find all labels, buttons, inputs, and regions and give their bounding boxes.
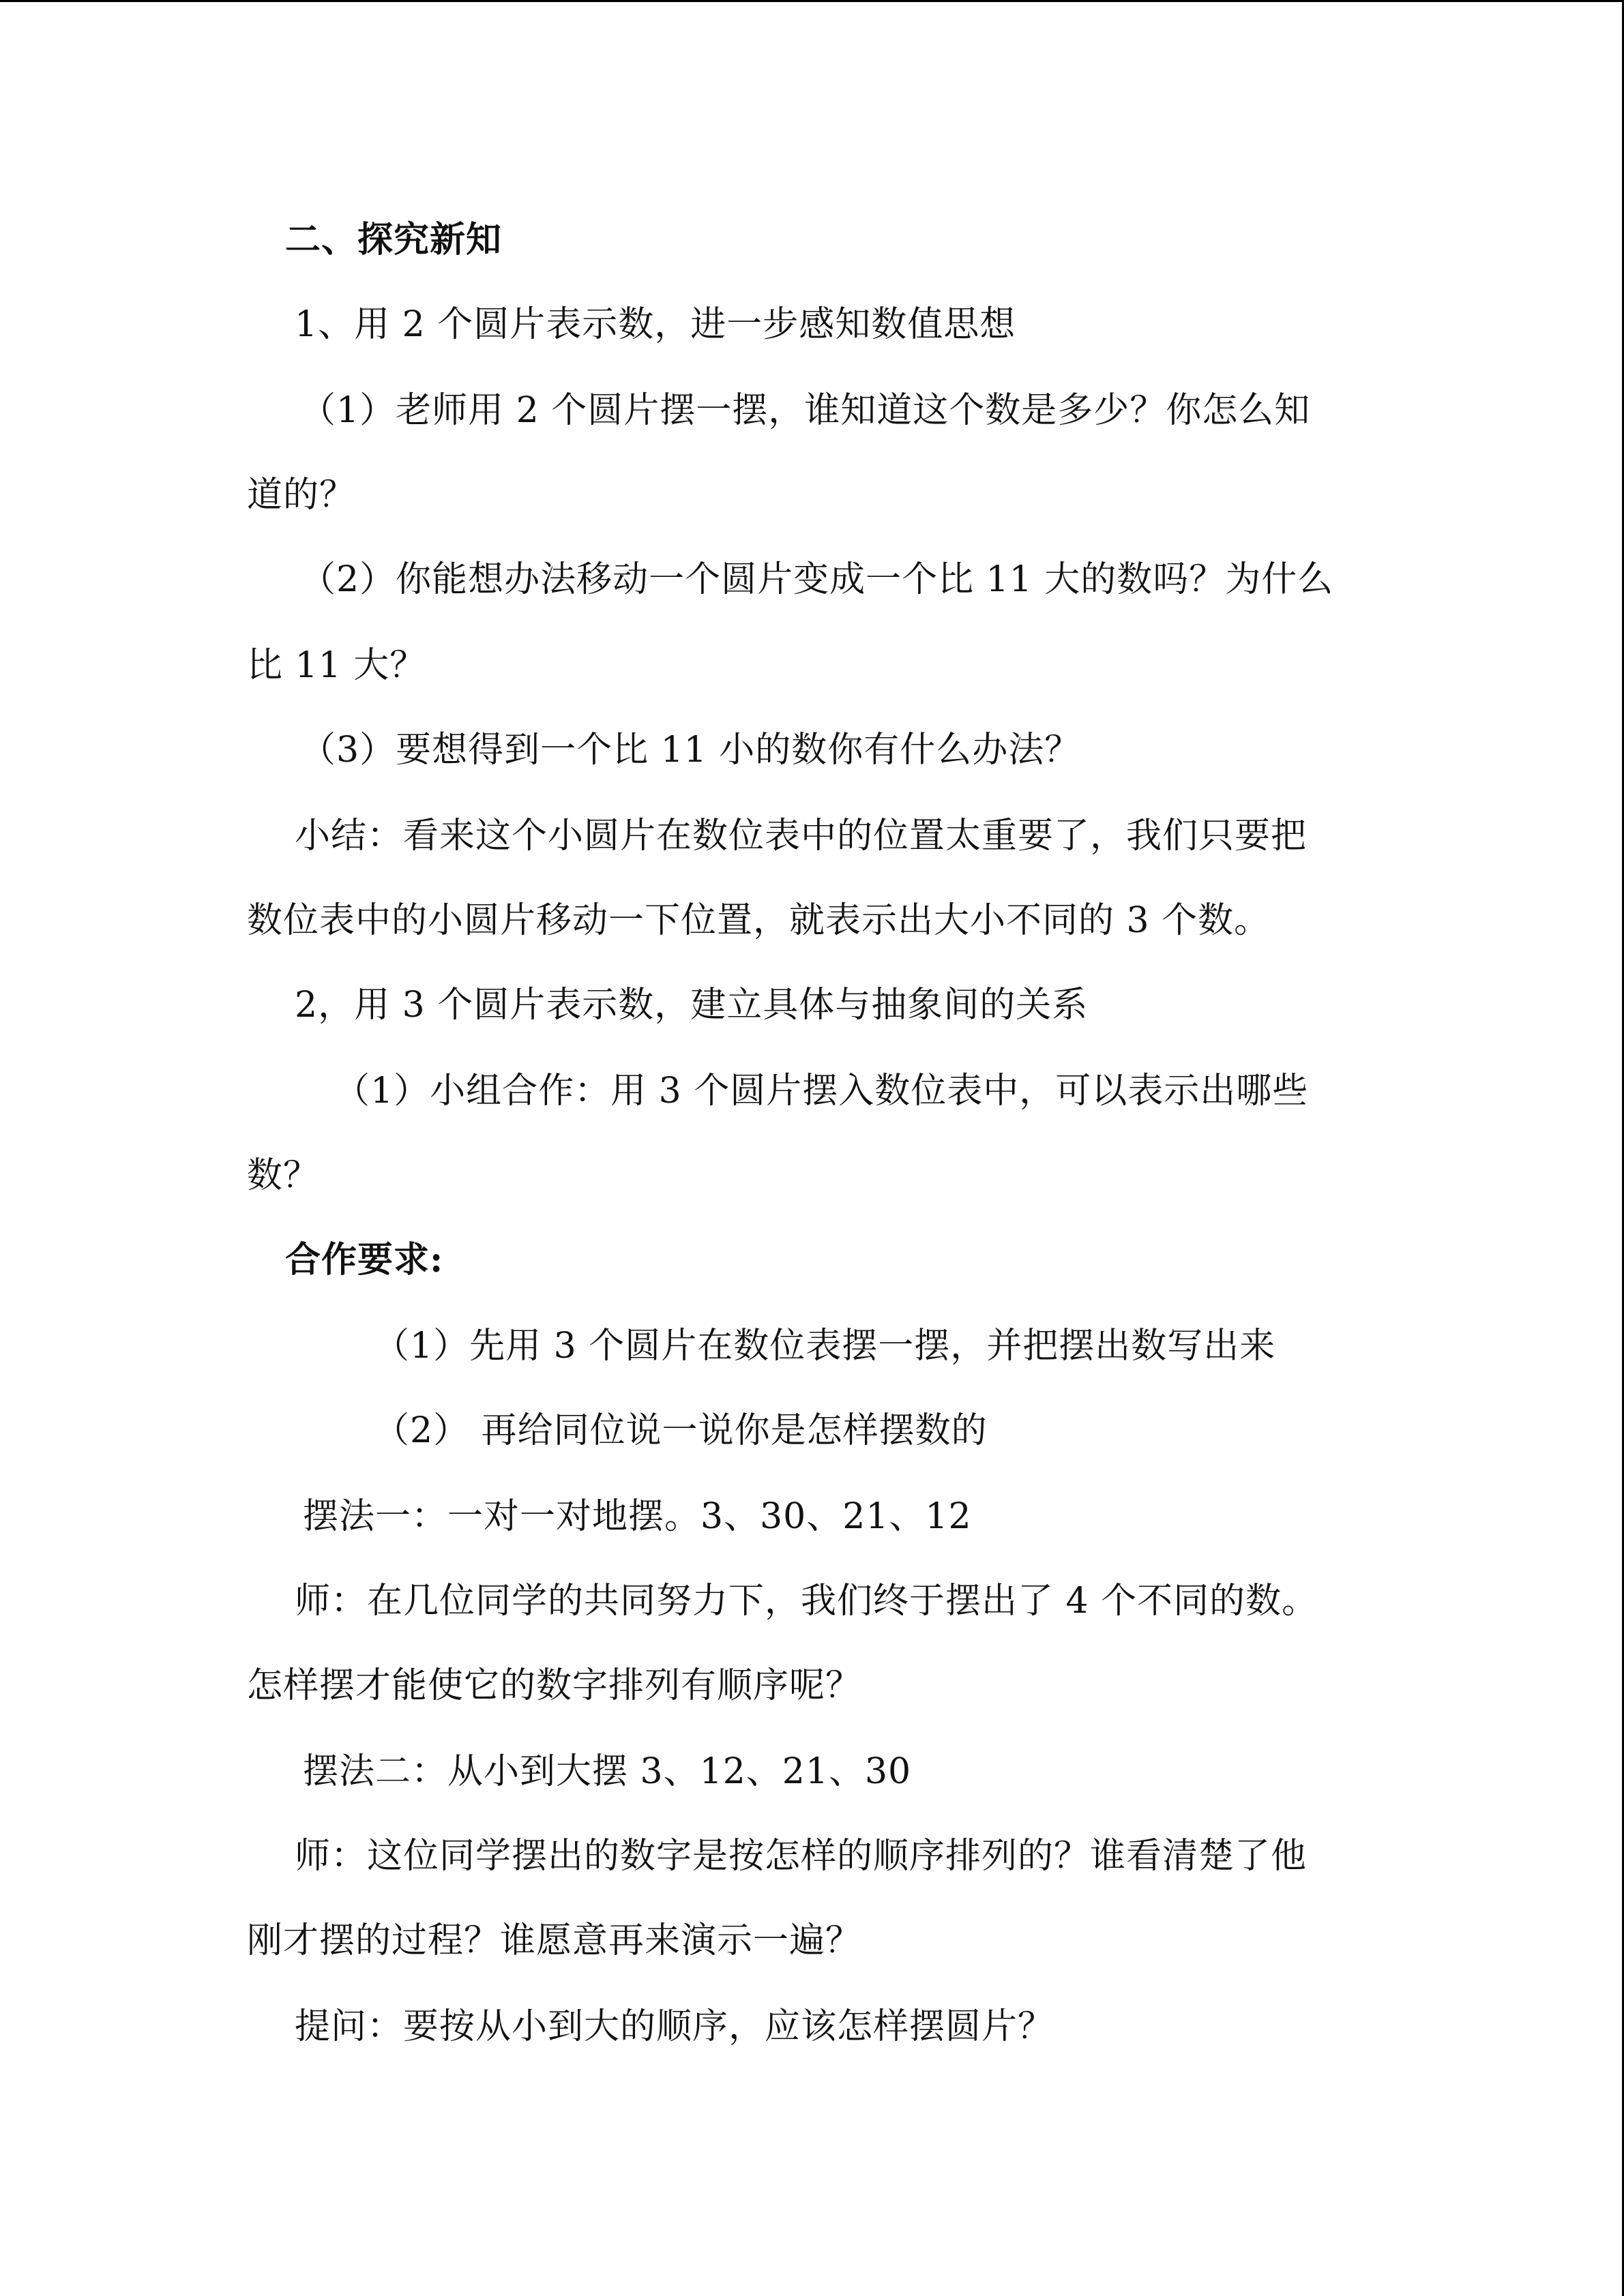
question-prompt: 提问：要按从小到大的顺序，应该怎样摆圆片？ <box>295 2006 1054 2047</box>
requirement-1: （1）先用 3 个圆片在数位表摆一摆，并把摆出数写出来 <box>374 1326 1276 1367</box>
question-1-line-2: 道的？ <box>247 475 356 516</box>
summary-line-2: 数位表中的小圆片移动一下位置，就表示出大小不同的 3 个数。 <box>247 900 1271 941</box>
question-3: （3）要想得到一个比 11 小的数你有什么办法？ <box>300 730 1081 771</box>
teacher-remark-2-line-1: 师：这位同学摆出的数字是按怎样的顺序排列的？谁看清楚了他 <box>295 1836 1308 1877</box>
group-task-line-1: （1）小组合作：用 3 个圆片摆入数位表中，可以表示出哪些 <box>334 1071 1309 1112</box>
subsection-heading-2: 2，用 3 个圆片表示数，建立具体与抽象间的关系 <box>295 985 1089 1026</box>
subsection-heading-1: 1、用 2 个圆片表示数，进一步感知数值思想 <box>295 304 1016 345</box>
question-2-line-1: （2）你能想办法移动一个圆片变成一个比 11 大的数吗？为什么 <box>300 559 1334 600</box>
question-2-line-2: 比 11 大？ <box>247 645 426 686</box>
page-top-border <box>0 0 1624 2</box>
method-1: 摆法一：一对一对地摆。3、30、21、12 <box>303 1496 972 1537</box>
question-1-line-1: （1）老师用 2 个圆片摆一摆，谁知道这个数是多少？你怎么知 <box>300 390 1311 431</box>
group-task-line-2: 数？ <box>247 1155 320 1196</box>
teacher-remark-1-line-1: 师：在几位同学的共同努力下，我们终于摆出了 4 个不同的数。 <box>295 1581 1318 1622</box>
section-heading: 二、探究新知 <box>285 219 503 260</box>
summary-line-1: 小结：看来这个小圆片在数位表中的位置太重要了，我们只要把 <box>295 816 1308 856</box>
teacher-remark-2-line-2: 刚才摆的过程？谁愿意再来演示一遍？ <box>247 1920 862 1961</box>
requirement-2: （2） 再给同位说一说你是怎样摆数的 <box>374 1410 988 1451</box>
method-2: 摆法二：从小到大摆 3、12、21、30 <box>303 1751 912 1792</box>
teacher-remark-1-line-2: 怎样摆才能使它的数字排列有顺序呢？ <box>247 1665 862 1706</box>
cooperation-requirements-heading: 合作要求: <box>285 1239 444 1281</box>
